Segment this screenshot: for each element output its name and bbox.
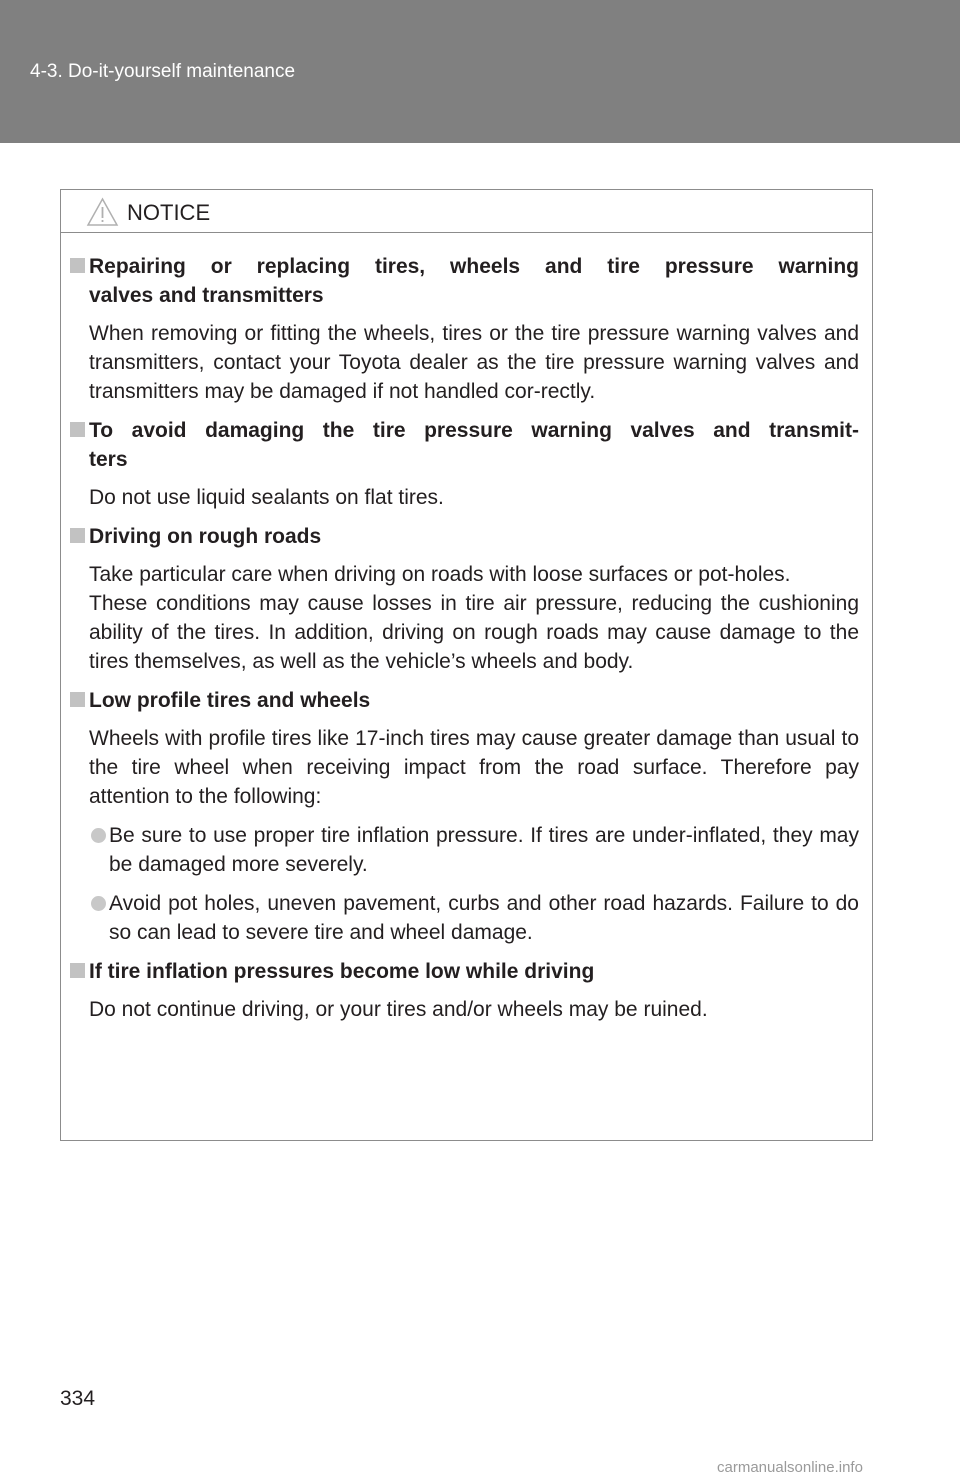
- item-heading: [61, 522, 872, 551]
- item-text: Wheels with profile tires like 17-inch tires may cause greater damage than usual to the tire wheel when receiving impact from the road surface. Therefore pay attention to the following:: [89, 727, 859, 808]
- circle-bullet-icon: [91, 828, 106, 843]
- section-title: 4-3. Do-it-yourself maintenance: [30, 61, 296, 82]
- header-band: [0, 0, 960, 143]
- item-heading: [61, 686, 872, 715]
- item-heading-line2: ters: [89, 448, 128, 471]
- list-item: [61, 821, 872, 879]
- warning-triangle-icon: [86, 197, 119, 227]
- notice-body: [61, 252, 872, 1034]
- item-heading: [61, 252, 872, 310]
- item-text: These conditions may cause losses in tire air pressure, reducing the cushioning ability of the tires. In addition, driving on rough roads may cause damage to the tires themselves, as well as the vehicle’s wheels and body.: [89, 592, 859, 673]
- item-heading-line1: Repairing or replacing tires, wheels and tire pressure warning: [89, 255, 859, 278]
- notice-box: [60, 189, 873, 1141]
- page-number: 334: [60, 1387, 96, 1410]
- circle-bullet-icon: [91, 896, 106, 911]
- item-text: Do not use liquid sealants on flat tires.: [89, 486, 444, 509]
- item-heading: [61, 957, 872, 986]
- notice-item: [61, 686, 872, 947]
- square-bullet-icon: [70, 258, 85, 273]
- square-bullet-icon: [70, 692, 85, 707]
- notice-item: [61, 416, 872, 512]
- list-item-text: Avoid pot holes, uneven pavement, curbs and other road hazards. Failure to do so can lead to severe tire and wheel damage.: [109, 892, 859, 944]
- square-bullet-icon: [70, 528, 85, 543]
- item-text: Take particular care when driving on roads with loose surfaces or pot-holes.: [89, 563, 791, 586]
- item-heading: [61, 416, 872, 474]
- notice-item: [61, 957, 872, 1024]
- item-text: Do not continue driving, or your tires and/or wheels may be ruined.: [89, 998, 708, 1021]
- item-heading-text: If tire inflation pressures become low while driving: [89, 960, 595, 983]
- item-heading-line2: valves and transmitters: [89, 284, 324, 307]
- item-heading-text: Low profile tires and wheels: [89, 689, 371, 712]
- item-heading-line1: To avoid damaging the tire pressure warning valves and transmit-: [89, 419, 859, 442]
- notice-label: NOTICE: [127, 200, 211, 225]
- notice-item: [61, 522, 872, 676]
- list-item-text: Be sure to use proper tire inflation pressure. If tires are under-inflated, they may be damaged more severely.: [109, 824, 859, 876]
- item-heading-text: Driving on rough roads: [89, 525, 322, 548]
- watermark: carmanualsonline.info: [717, 1459, 863, 1476]
- notice-header: [61, 190, 872, 233]
- list-item: [61, 889, 872, 947]
- square-bullet-icon: [70, 963, 85, 978]
- square-bullet-icon: [70, 422, 85, 437]
- item-text: When removing or fitting the wheels, tires or the tire pressure warning valves and transmitters, contact your Toyota dealer as the tire pressure warning valves and transmitters may be damaged if not handled cor-rectly.: [89, 322, 859, 403]
- notice-item: [61, 252, 872, 406]
